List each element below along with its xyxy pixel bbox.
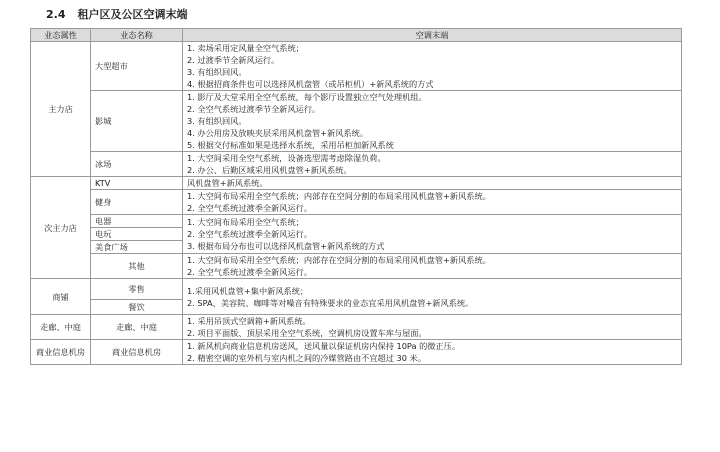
terminal-line: 3. 有组织回风。 bbox=[187, 116, 247, 126]
terminal-fitness bbox=[183, 190, 682, 215]
name-cinema: 影城 bbox=[91, 91, 183, 152]
terminal-line: 2. 项目平面版、顶层采用全空气系统，空调机房设置车库与屋面。 bbox=[187, 328, 427, 338]
table-row bbox=[31, 340, 682, 365]
terminal-line: 1. 大空间布局采用全空气系统； bbox=[187, 217, 304, 227]
name-retail: 零售 bbox=[91, 279, 183, 300]
terminal-ice-rink bbox=[183, 152, 682, 177]
terminal-supermarket bbox=[183, 42, 682, 91]
name-other: 其他 bbox=[91, 254, 183, 279]
hvac-terminal-table bbox=[30, 28, 682, 365]
name-video-game: 电玩 bbox=[91, 228, 183, 241]
table-row bbox=[31, 152, 682, 177]
terminal-line: 2. 精密空调的室外机与室内机之间的冷媒管路由不宜超过 30 米。 bbox=[187, 353, 426, 363]
name-fitness: 健身 bbox=[91, 190, 183, 215]
terminal-line: 4. 根据招商条件也可以选择风机盘管（或吊柜机）+新风系统的方式 bbox=[187, 79, 434, 89]
name-ktv: KTV bbox=[91, 177, 183, 190]
header-business-type: 业态属性 bbox=[31, 29, 91, 42]
terminal-line: 3. 根据布局分布也可以选择风机盘管+新风系统的方式 bbox=[187, 241, 385, 251]
terminal-appliance-group bbox=[183, 215, 682, 254]
header-business-name: 业态名称 bbox=[91, 29, 183, 42]
terminal-line: 1. 大空间布局采用全空气系统；内部存在空间分割的布局采用风机盘管+新风系统。 bbox=[187, 191, 491, 201]
terminal-ktv bbox=[183, 177, 682, 190]
group-sub-store: 次主力店 bbox=[31, 177, 91, 279]
table-row bbox=[31, 91, 682, 152]
terminal-line: 3. 有组织回风。 bbox=[187, 67, 247, 77]
terminal-line: 1. 采用吊顶式空调箱+新风系统。 bbox=[187, 316, 311, 326]
terminal-line: 风机盘管+新风系统。 bbox=[187, 178, 268, 188]
terminal-line: 4. 办公用房及放映夹层采用风机盘管+新风系统。 bbox=[187, 128, 369, 138]
terminal-line: 1.采用风机盘管+集中新风系统； bbox=[187, 285, 309, 296]
name-dining: 餐饮 bbox=[91, 300, 183, 315]
terminal-line: 2. 全空气系统过渡季全新风运行。 bbox=[187, 203, 313, 213]
terminal-line: 1. 卖场采用定风量全空气系统； bbox=[187, 43, 304, 53]
terminal-line: 2. 过渡季节全新风运行。 bbox=[187, 55, 280, 65]
terminal-line: 1. 新风机向商业信息机房送风，送风量以保证机房内保持 10Pa 的微正压。 bbox=[187, 341, 461, 351]
name-food-court: 美食广场 bbox=[91, 241, 183, 254]
table-row bbox=[31, 254, 682, 279]
group-it-room: 商业信息机房 bbox=[31, 340, 91, 365]
group-corridor: 走廊、中庭 bbox=[31, 315, 91, 340]
terminal-line: 1. 大空间布局采用全空气系统；内部存在空间分割的布局采用风机盘管+新风系统。 bbox=[187, 255, 491, 265]
terminal-cinema bbox=[183, 91, 682, 152]
terminal-shops bbox=[183, 279, 682, 315]
table-row bbox=[31, 279, 682, 300]
section-number: 2.4 bbox=[46, 8, 66, 21]
terminal-line: 1. 大空间采用全空气系统，设备选型需考虑除湿负荷。 bbox=[187, 153, 386, 163]
header-hvac-terminal: 空调末端 bbox=[183, 29, 682, 42]
terminal-line: 2. 全空气系统过渡季节全新风运行。 bbox=[187, 104, 321, 114]
terminal-line: 2. SPA、美容院、咖啡等对噪音有特殊要求的业态宜采用风机盘管+新风系统。 bbox=[187, 297, 474, 308]
table-row bbox=[31, 177, 682, 190]
edge-fade bbox=[645, 410, 720, 452]
terminal-corridor bbox=[183, 315, 682, 340]
table-row bbox=[31, 315, 682, 340]
terminal-line: 2. 全空气系统过渡季全新风运行。 bbox=[187, 267, 313, 277]
terminal-line: 5. 根据交付标准如果是选择水系统，采用吊柜加新风系统 bbox=[187, 140, 394, 150]
table-header-row bbox=[31, 29, 682, 42]
terminal-other bbox=[183, 254, 682, 279]
terminal-line: 2. 全空气系统过渡季全新风运行。 bbox=[187, 229, 313, 239]
terminal-line: 2. 办公、后勤区域采用风机盘管+新风系统。 bbox=[187, 165, 352, 175]
table-row bbox=[31, 42, 682, 91]
name-supermarket: 大型超市 bbox=[91, 42, 183, 91]
table-row bbox=[31, 215, 682, 228]
terminal-it-room bbox=[183, 340, 682, 365]
name-appliance: 电器 bbox=[91, 215, 183, 228]
name-ice-rink: 冰场 bbox=[91, 152, 183, 177]
name-it-room: 商业信息机房 bbox=[91, 340, 183, 365]
group-main-store: 主力店 bbox=[31, 42, 91, 177]
group-shops: 商铺 bbox=[31, 279, 91, 315]
name-corridor: 走廊、中庭 bbox=[91, 315, 183, 340]
section-heading bbox=[46, 6, 188, 22]
section-title: 租户区及公区空调末端 bbox=[77, 8, 188, 21]
table-row bbox=[31, 190, 682, 215]
terminal-line: 1. 影厅及大堂采用全空气系统，每个影厅设置独立空气处理机组。 bbox=[187, 92, 427, 102]
